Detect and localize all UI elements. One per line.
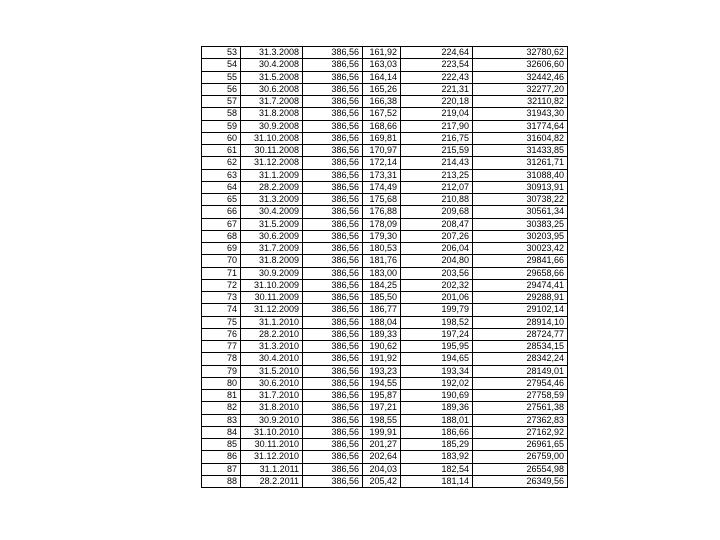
interest-cell: 192,02 xyxy=(401,377,473,389)
date-cell: 30.4.2008 xyxy=(241,59,303,71)
date-cell: 30.6.2009 xyxy=(241,230,303,242)
principal-cell: 199,91 xyxy=(363,426,401,438)
table-row xyxy=(202,279,568,291)
date-cell: 31.7.2010 xyxy=(241,390,303,402)
balance-cell: 28149,01 xyxy=(473,365,568,377)
row-number-cell: 68 xyxy=(202,230,241,242)
table-row xyxy=(202,169,568,181)
row-number-cell: 70 xyxy=(202,255,241,267)
principal-cell: 167,52 xyxy=(363,108,401,120)
interest-cell: 193,34 xyxy=(401,365,473,377)
table-row xyxy=(202,463,568,475)
balance-cell: 32442,46 xyxy=(473,71,568,83)
row-number-cell: 61 xyxy=(202,145,241,157)
interest-cell: 222,43 xyxy=(401,71,473,83)
row-number-cell: 84 xyxy=(202,426,241,438)
row-number-cell: 76 xyxy=(202,328,241,340)
date-cell: 31.3.2010 xyxy=(241,341,303,353)
row-number-cell: 55 xyxy=(202,71,241,83)
row-number-cell: 80 xyxy=(202,377,241,389)
table-row xyxy=(202,365,568,377)
balance-cell: 26554,98 xyxy=(473,463,568,475)
interest-cell: 207,26 xyxy=(401,230,473,242)
row-number-cell: 73 xyxy=(202,292,241,304)
interest-cell: 221,31 xyxy=(401,83,473,95)
principal-cell: 165,26 xyxy=(363,83,401,95)
payment-cell: 386,56 xyxy=(303,463,363,475)
interest-cell: 224,64 xyxy=(401,47,473,59)
row-number-cell: 64 xyxy=(202,181,241,193)
row-number-cell: 53 xyxy=(202,47,241,59)
date-cell: 31.12.2009 xyxy=(241,304,303,316)
payment-cell: 386,56 xyxy=(303,157,363,169)
date-cell: 30.4.2009 xyxy=(241,206,303,218)
balance-cell: 26961,65 xyxy=(473,439,568,451)
date-cell: 31.3.2008 xyxy=(241,47,303,59)
date-cell: 30.9.2008 xyxy=(241,120,303,132)
row-number-cell: 81 xyxy=(202,390,241,402)
principal-cell: 190,62 xyxy=(363,341,401,353)
interest-cell: 212,07 xyxy=(401,181,473,193)
principal-cell: 198,55 xyxy=(363,414,401,426)
payment-cell: 386,56 xyxy=(303,108,363,120)
principal-cell: 193,23 xyxy=(363,365,401,377)
balance-cell: 30561,34 xyxy=(473,206,568,218)
principal-cell: 163,03 xyxy=(363,59,401,71)
principal-cell: 184,25 xyxy=(363,279,401,291)
payment-cell: 386,56 xyxy=(303,353,363,365)
payment-cell: 386,56 xyxy=(303,132,363,144)
date-cell: 31.8.2008 xyxy=(241,108,303,120)
table-row xyxy=(202,243,568,255)
balance-cell: 31604,82 xyxy=(473,132,568,144)
balance-cell: 31261,71 xyxy=(473,157,568,169)
balance-cell: 27162,92 xyxy=(473,426,568,438)
table-row xyxy=(202,292,568,304)
date-cell: 31.1.2011 xyxy=(241,463,303,475)
principal-cell: 181,76 xyxy=(363,255,401,267)
balance-cell: 31774,64 xyxy=(473,120,568,132)
table-row xyxy=(202,439,568,451)
balance-cell: 26349,56 xyxy=(473,475,568,487)
payment-cell: 386,56 xyxy=(303,59,363,71)
interest-cell: 189,36 xyxy=(401,402,473,414)
date-cell: 31.12.2008 xyxy=(241,157,303,169)
table-row xyxy=(202,316,568,328)
interest-cell: 214,43 xyxy=(401,157,473,169)
principal-cell: 174,49 xyxy=(363,181,401,193)
date-cell: 31.10.2010 xyxy=(241,426,303,438)
payment-cell: 386,56 xyxy=(303,206,363,218)
payment-cell: 386,56 xyxy=(303,243,363,255)
row-number-cell: 88 xyxy=(202,475,241,487)
interest-cell: 183,92 xyxy=(401,451,473,463)
interest-cell: 216,75 xyxy=(401,132,473,144)
interest-cell: 202,32 xyxy=(401,279,473,291)
payment-cell: 386,56 xyxy=(303,426,363,438)
table-row xyxy=(202,59,568,71)
table-row xyxy=(202,96,568,108)
principal-cell: 186,77 xyxy=(363,304,401,316)
row-number-cell: 54 xyxy=(202,59,241,71)
payment-cell: 386,56 xyxy=(303,181,363,193)
row-number-cell: 62 xyxy=(202,157,241,169)
balance-cell: 32780,62 xyxy=(473,47,568,59)
row-number-cell: 60 xyxy=(202,132,241,144)
payment-cell: 386,56 xyxy=(303,194,363,206)
table-row xyxy=(202,267,568,279)
table-row xyxy=(202,426,568,438)
table-row xyxy=(202,71,568,83)
balance-cell: 27561,38 xyxy=(473,402,568,414)
table-row xyxy=(202,451,568,463)
date-cell: 28.2.2009 xyxy=(241,181,303,193)
principal-cell: 189,33 xyxy=(363,328,401,340)
balance-cell: 29288,91 xyxy=(473,292,568,304)
interest-cell: 201,06 xyxy=(401,292,473,304)
balance-cell: 28914,10 xyxy=(473,316,568,328)
principal-cell: 197,21 xyxy=(363,402,401,414)
table-row xyxy=(202,390,568,402)
balance-cell: 27362,83 xyxy=(473,414,568,426)
row-number-cell: 83 xyxy=(202,414,241,426)
row-number-cell: 71 xyxy=(202,267,241,279)
date-cell: 31.7.2008 xyxy=(241,96,303,108)
table-row xyxy=(202,341,568,353)
table-row xyxy=(202,414,568,426)
row-number-cell: 66 xyxy=(202,206,241,218)
row-number-cell: 78 xyxy=(202,353,241,365)
row-number-cell: 72 xyxy=(202,279,241,291)
balance-cell: 28342,24 xyxy=(473,353,568,365)
row-number-cell: 75 xyxy=(202,316,241,328)
interest-cell: 182,54 xyxy=(401,463,473,475)
payment-cell: 386,56 xyxy=(303,304,363,316)
date-cell: 31.8.2009 xyxy=(241,255,303,267)
date-cell: 30.6.2008 xyxy=(241,83,303,95)
interest-cell: 195,95 xyxy=(401,341,473,353)
row-number-cell: 77 xyxy=(202,341,241,353)
balance-cell: 32606,60 xyxy=(473,59,568,71)
table-row xyxy=(202,83,568,95)
interest-cell: 194,65 xyxy=(401,353,473,365)
table-row xyxy=(202,47,568,59)
payment-cell: 386,56 xyxy=(303,169,363,181)
payment-cell: 386,56 xyxy=(303,96,363,108)
date-cell: 31.1.2009 xyxy=(241,169,303,181)
table-row xyxy=(202,157,568,169)
balance-cell: 31088,40 xyxy=(473,169,568,181)
date-cell: 31.10.2008 xyxy=(241,132,303,144)
principal-cell: 172,14 xyxy=(363,157,401,169)
payment-cell: 386,56 xyxy=(303,230,363,242)
payment-cell: 386,56 xyxy=(303,279,363,291)
amortization-table xyxy=(201,46,568,488)
payment-cell: 386,56 xyxy=(303,316,363,328)
row-number-cell: 58 xyxy=(202,108,241,120)
payment-cell: 386,56 xyxy=(303,341,363,353)
balance-cell: 28534,15 xyxy=(473,341,568,353)
date-cell: 30.9.2010 xyxy=(241,414,303,426)
payment-cell: 386,56 xyxy=(303,475,363,487)
date-cell: 31.12.2010 xyxy=(241,451,303,463)
interest-cell: 181,14 xyxy=(401,475,473,487)
interest-cell: 217,90 xyxy=(401,120,473,132)
table-row xyxy=(202,255,568,267)
row-number-cell: 59 xyxy=(202,120,241,132)
principal-cell: 168,66 xyxy=(363,120,401,132)
payment-cell: 386,56 xyxy=(303,439,363,451)
principal-cell: 195,87 xyxy=(363,390,401,402)
table-row xyxy=(202,120,568,132)
principal-cell: 170,97 xyxy=(363,145,401,157)
interest-cell: 220,18 xyxy=(401,96,473,108)
principal-cell: 204,03 xyxy=(363,463,401,475)
balance-cell: 27758,59 xyxy=(473,390,568,402)
principal-cell: 179,30 xyxy=(363,230,401,242)
payment-cell: 386,56 xyxy=(303,292,363,304)
table-row xyxy=(202,475,568,487)
date-cell: 30.11.2010 xyxy=(241,439,303,451)
amortization-table-body xyxy=(202,47,568,488)
row-number-cell: 74 xyxy=(202,304,241,316)
payment-cell: 386,56 xyxy=(303,267,363,279)
date-cell: 30.9.2009 xyxy=(241,267,303,279)
date-cell: 31.7.2009 xyxy=(241,243,303,255)
balance-cell: 30203,95 xyxy=(473,230,568,242)
payment-cell: 386,56 xyxy=(303,365,363,377)
balance-cell: 26759,00 xyxy=(473,451,568,463)
interest-cell: 188,01 xyxy=(401,414,473,426)
principal-cell: 180,53 xyxy=(363,243,401,255)
balance-cell: 30383,25 xyxy=(473,218,568,230)
interest-cell: 190,69 xyxy=(401,390,473,402)
table-row xyxy=(202,328,568,340)
table-row xyxy=(202,218,568,230)
table-row xyxy=(202,304,568,316)
balance-cell: 29474,41 xyxy=(473,279,568,291)
principal-cell: 183,00 xyxy=(363,267,401,279)
principal-cell: 205,42 xyxy=(363,475,401,487)
principal-cell: 166,38 xyxy=(363,96,401,108)
balance-cell: 31433,85 xyxy=(473,145,568,157)
interest-cell: 208,47 xyxy=(401,218,473,230)
balance-cell: 27954,46 xyxy=(473,377,568,389)
payment-cell: 386,56 xyxy=(303,402,363,414)
table-row xyxy=(202,402,568,414)
interest-cell: 186,66 xyxy=(401,426,473,438)
balance-cell: 32110,82 xyxy=(473,96,568,108)
payment-cell: 386,56 xyxy=(303,218,363,230)
payment-cell: 386,56 xyxy=(303,83,363,95)
table-row xyxy=(202,230,568,242)
row-number-cell: 65 xyxy=(202,194,241,206)
balance-cell: 30913,91 xyxy=(473,181,568,193)
interest-cell: 219,04 xyxy=(401,108,473,120)
balance-cell: 29658,66 xyxy=(473,267,568,279)
row-number-cell: 63 xyxy=(202,169,241,181)
principal-cell: 176,88 xyxy=(363,206,401,218)
interest-cell: 209,68 xyxy=(401,206,473,218)
date-cell: 30.4.2010 xyxy=(241,353,303,365)
table-row xyxy=(202,353,568,365)
table-row xyxy=(202,145,568,157)
table-row xyxy=(202,206,568,218)
interest-cell: 203,56 xyxy=(401,267,473,279)
payment-cell: 386,56 xyxy=(303,145,363,157)
date-cell: 28.2.2010 xyxy=(241,328,303,340)
date-cell: 31.10.2009 xyxy=(241,279,303,291)
table-row xyxy=(202,108,568,120)
row-number-cell: 87 xyxy=(202,463,241,475)
principal-cell: 175,68 xyxy=(363,194,401,206)
table-row xyxy=(202,377,568,389)
interest-cell: 198,52 xyxy=(401,316,473,328)
payment-cell: 386,56 xyxy=(303,414,363,426)
row-number-cell: 85 xyxy=(202,439,241,451)
row-number-cell: 82 xyxy=(202,402,241,414)
principal-cell: 169,81 xyxy=(363,132,401,144)
balance-cell: 30023,42 xyxy=(473,243,568,255)
interest-cell: 210,88 xyxy=(401,194,473,206)
interest-cell: 197,24 xyxy=(401,328,473,340)
interest-cell: 204,80 xyxy=(401,255,473,267)
date-cell: 31.8.2010 xyxy=(241,402,303,414)
date-cell: 30.11.2009 xyxy=(241,292,303,304)
row-number-cell: 57 xyxy=(202,96,241,108)
balance-cell: 32277,20 xyxy=(473,83,568,95)
principal-cell: 164,14 xyxy=(363,71,401,83)
date-cell: 30.6.2010 xyxy=(241,377,303,389)
payment-cell: 386,56 xyxy=(303,377,363,389)
payment-cell: 386,56 xyxy=(303,47,363,59)
row-number-cell: 56 xyxy=(202,83,241,95)
date-cell: 31.5.2008 xyxy=(241,71,303,83)
principal-cell: 202,64 xyxy=(363,451,401,463)
interest-cell: 213,25 xyxy=(401,169,473,181)
interest-cell: 185,29 xyxy=(401,439,473,451)
principal-cell: 188,04 xyxy=(363,316,401,328)
date-cell: 30.11.2008 xyxy=(241,145,303,157)
principal-cell: 173,31 xyxy=(363,169,401,181)
table-row xyxy=(202,132,568,144)
row-number-cell: 79 xyxy=(202,365,241,377)
principal-cell: 185,50 xyxy=(363,292,401,304)
balance-cell: 31943,30 xyxy=(473,108,568,120)
balance-cell: 29102,14 xyxy=(473,304,568,316)
table-row xyxy=(202,181,568,193)
payment-cell: 386,56 xyxy=(303,390,363,402)
balance-cell: 30738,22 xyxy=(473,194,568,206)
principal-cell: 201,27 xyxy=(363,439,401,451)
payment-cell: 386,56 xyxy=(303,120,363,132)
principal-cell: 194,55 xyxy=(363,377,401,389)
row-number-cell: 69 xyxy=(202,243,241,255)
principal-cell: 161,92 xyxy=(363,47,401,59)
payment-cell: 386,56 xyxy=(303,328,363,340)
table-row xyxy=(202,194,568,206)
date-cell: 31.1.2010 xyxy=(241,316,303,328)
payment-cell: 386,56 xyxy=(303,451,363,463)
interest-cell: 223,54 xyxy=(401,59,473,71)
payment-cell: 386,56 xyxy=(303,71,363,83)
balance-cell: 29841,66 xyxy=(473,255,568,267)
interest-cell: 206,04 xyxy=(401,243,473,255)
row-number-cell: 67 xyxy=(202,218,241,230)
interest-cell: 215,59 xyxy=(401,145,473,157)
date-cell: 31.5.2010 xyxy=(241,365,303,377)
date-cell: 31.5.2009 xyxy=(241,218,303,230)
row-number-cell: 86 xyxy=(202,451,241,463)
date-cell: 28.2.2011 xyxy=(241,475,303,487)
date-cell: 31.3.2009 xyxy=(241,194,303,206)
payment-cell: 386,56 xyxy=(303,255,363,267)
principal-cell: 178,09 xyxy=(363,218,401,230)
principal-cell: 191,92 xyxy=(363,353,401,365)
interest-cell: 199,79 xyxy=(401,304,473,316)
balance-cell: 28724,77 xyxy=(473,328,568,340)
